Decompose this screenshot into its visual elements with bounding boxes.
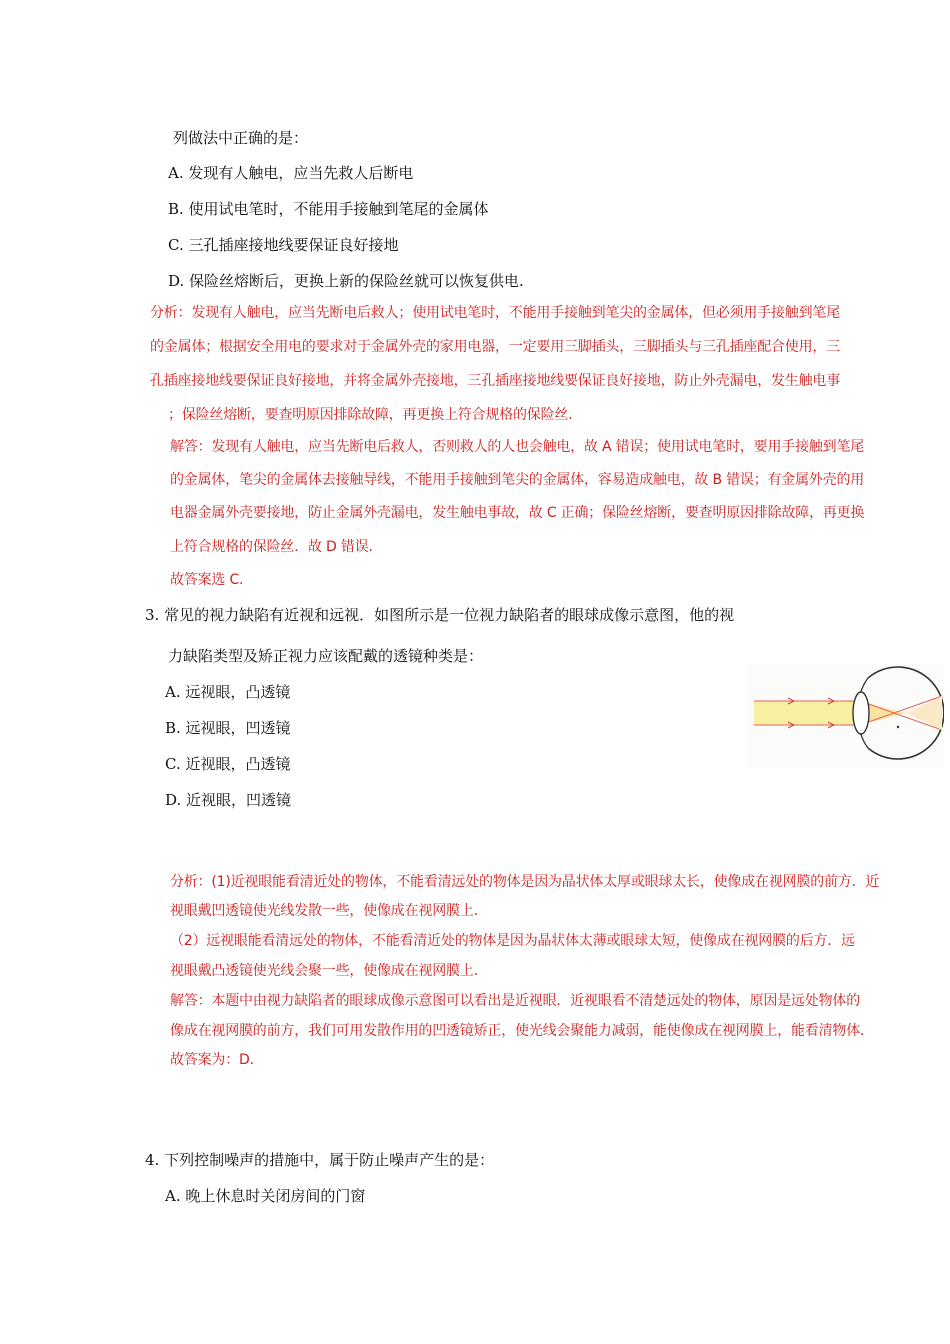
q3-stem-line2: 力缺陷类型及矫正视力应该配戴的透镜种类是：	[168, 647, 484, 665]
q2-analysis-line: ；保险丝熔断，要查明原因排除故障，再更换上符合规格的保险丝.	[168, 407, 573, 423]
q2-solution-line: 的金属体，笔尖的金属体去接触导线，不能用手接触到笔尖的金属体，容易造成触电，故 B 错误；有金属外壳的用	[170, 472, 865, 488]
q3-analysis-line: 像成在视网膜的前方，我们可用发散作用的凹透镜矫正，使光线会聚能力减弱，能使像成在视网膜上，能看清物体．	[170, 1023, 874, 1039]
q3-analysis-line: 解答：本题中由视力缺陷者的眼球成像示意图可以看出是近视眼．近视眼看不清楚远处的物体，原因是远处物体的	[170, 993, 860, 1009]
q3-option-b: B. 远视眼，凹透镜	[165, 719, 291, 737]
focus-dot	[897, 726, 899, 728]
q4-option-a: A. 晚上休息时关闭房间的门窗	[165, 1187, 366, 1205]
q2-analysis-line: 分析：发现有人触电，应当先断电后救人；使用试电笔时，不能用手接触到笔尖的金属体，但必须用手接触到笔尾	[150, 305, 840, 321]
q2-option-d: D. 保险丝熔断后，更换上新的保险丝就可以恢复供电.	[168, 272, 524, 290]
q2-option-a: A. 发现有人触电，应当先救人后断电	[168, 164, 414, 182]
q3-option-d: D. 近视眼，凹透镜	[165, 791, 292, 809]
q2-option-c: C. 三孔插座接地线要保证良好接地	[168, 236, 399, 254]
q3-option-c: C. 近视眼，凸透镜	[165, 755, 291, 773]
q2-analysis-line: 的金属体；根据安全用电的要求对于金属外壳的家用电器，一定要用三脚插头，三脚插头与三孔插座配合使用，三	[150, 339, 840, 355]
q3-analysis-line: 视眼戴凸透镜使光线会聚一些，使像成在视网膜上.	[170, 963, 478, 979]
q2-solution-line: 解答：发现有人触电，应当先断电后救人，否则救人的人也会触电，故 A 错误；使用试电笔时，要用手接触到笔尾	[170, 439, 865, 455]
q2-option-b: B. 使用试电笔时，不能用手接触到笔尾的金属体	[168, 200, 489, 218]
q3-analysis-line: 视眼戴凹透镜使光线发散一些，使像成在视网膜上.	[170, 903, 478, 919]
q3-answer: 故答案为：D.	[170, 1052, 254, 1068]
q2-stem: 列做法中正确的是：	[173, 129, 309, 147]
q3-stem-line1: 3. 常见的视力缺陷有近视和远视．如图所示是一位视力缺陷者的眼球成像示意图，他的视	[145, 606, 735, 624]
q2-analysis-line: 孔插座接地线要保证良好接地，并将金属外壳接地，三孔插座接地线要保证良好接地，防止外壳漏电，发生触电事	[150, 373, 840, 389]
q3-analysis-line: 分析：(1)近视眼能看清近处的物体，不能看清远处的物体是因为晶状体太厚或眼球太长，使像成在视网膜的前方．近	[170, 874, 880, 890]
light-beam	[754, 701, 860, 725]
eye-lens	[853, 692, 869, 734]
q2-solution-line: 电器金属外壳要接地，防止金属外壳漏电，发生触电事故，故 C 正确；保险丝熔断，要查明原因排除故障，再更换	[170, 505, 865, 521]
q2-answer: 故答案选 C.	[170, 572, 244, 588]
eye-imaging-diagram	[748, 664, 944, 768]
q2-solution-line: 上符合规格的保险丝．故 D 错误.	[170, 539, 373, 555]
q3-option-a: A. 远视眼，凸透镜	[165, 683, 291, 701]
q3-analysis-line: （2）远视眼能看清远处的物体，不能看清近处的物体是因为晶状体太薄或眼球太短，使像成在视网膜的后方．远	[170, 933, 855, 949]
q4-stem: 4. 下列控制噪声的措施中，属于防止噪声产生的是：	[145, 1151, 495, 1169]
